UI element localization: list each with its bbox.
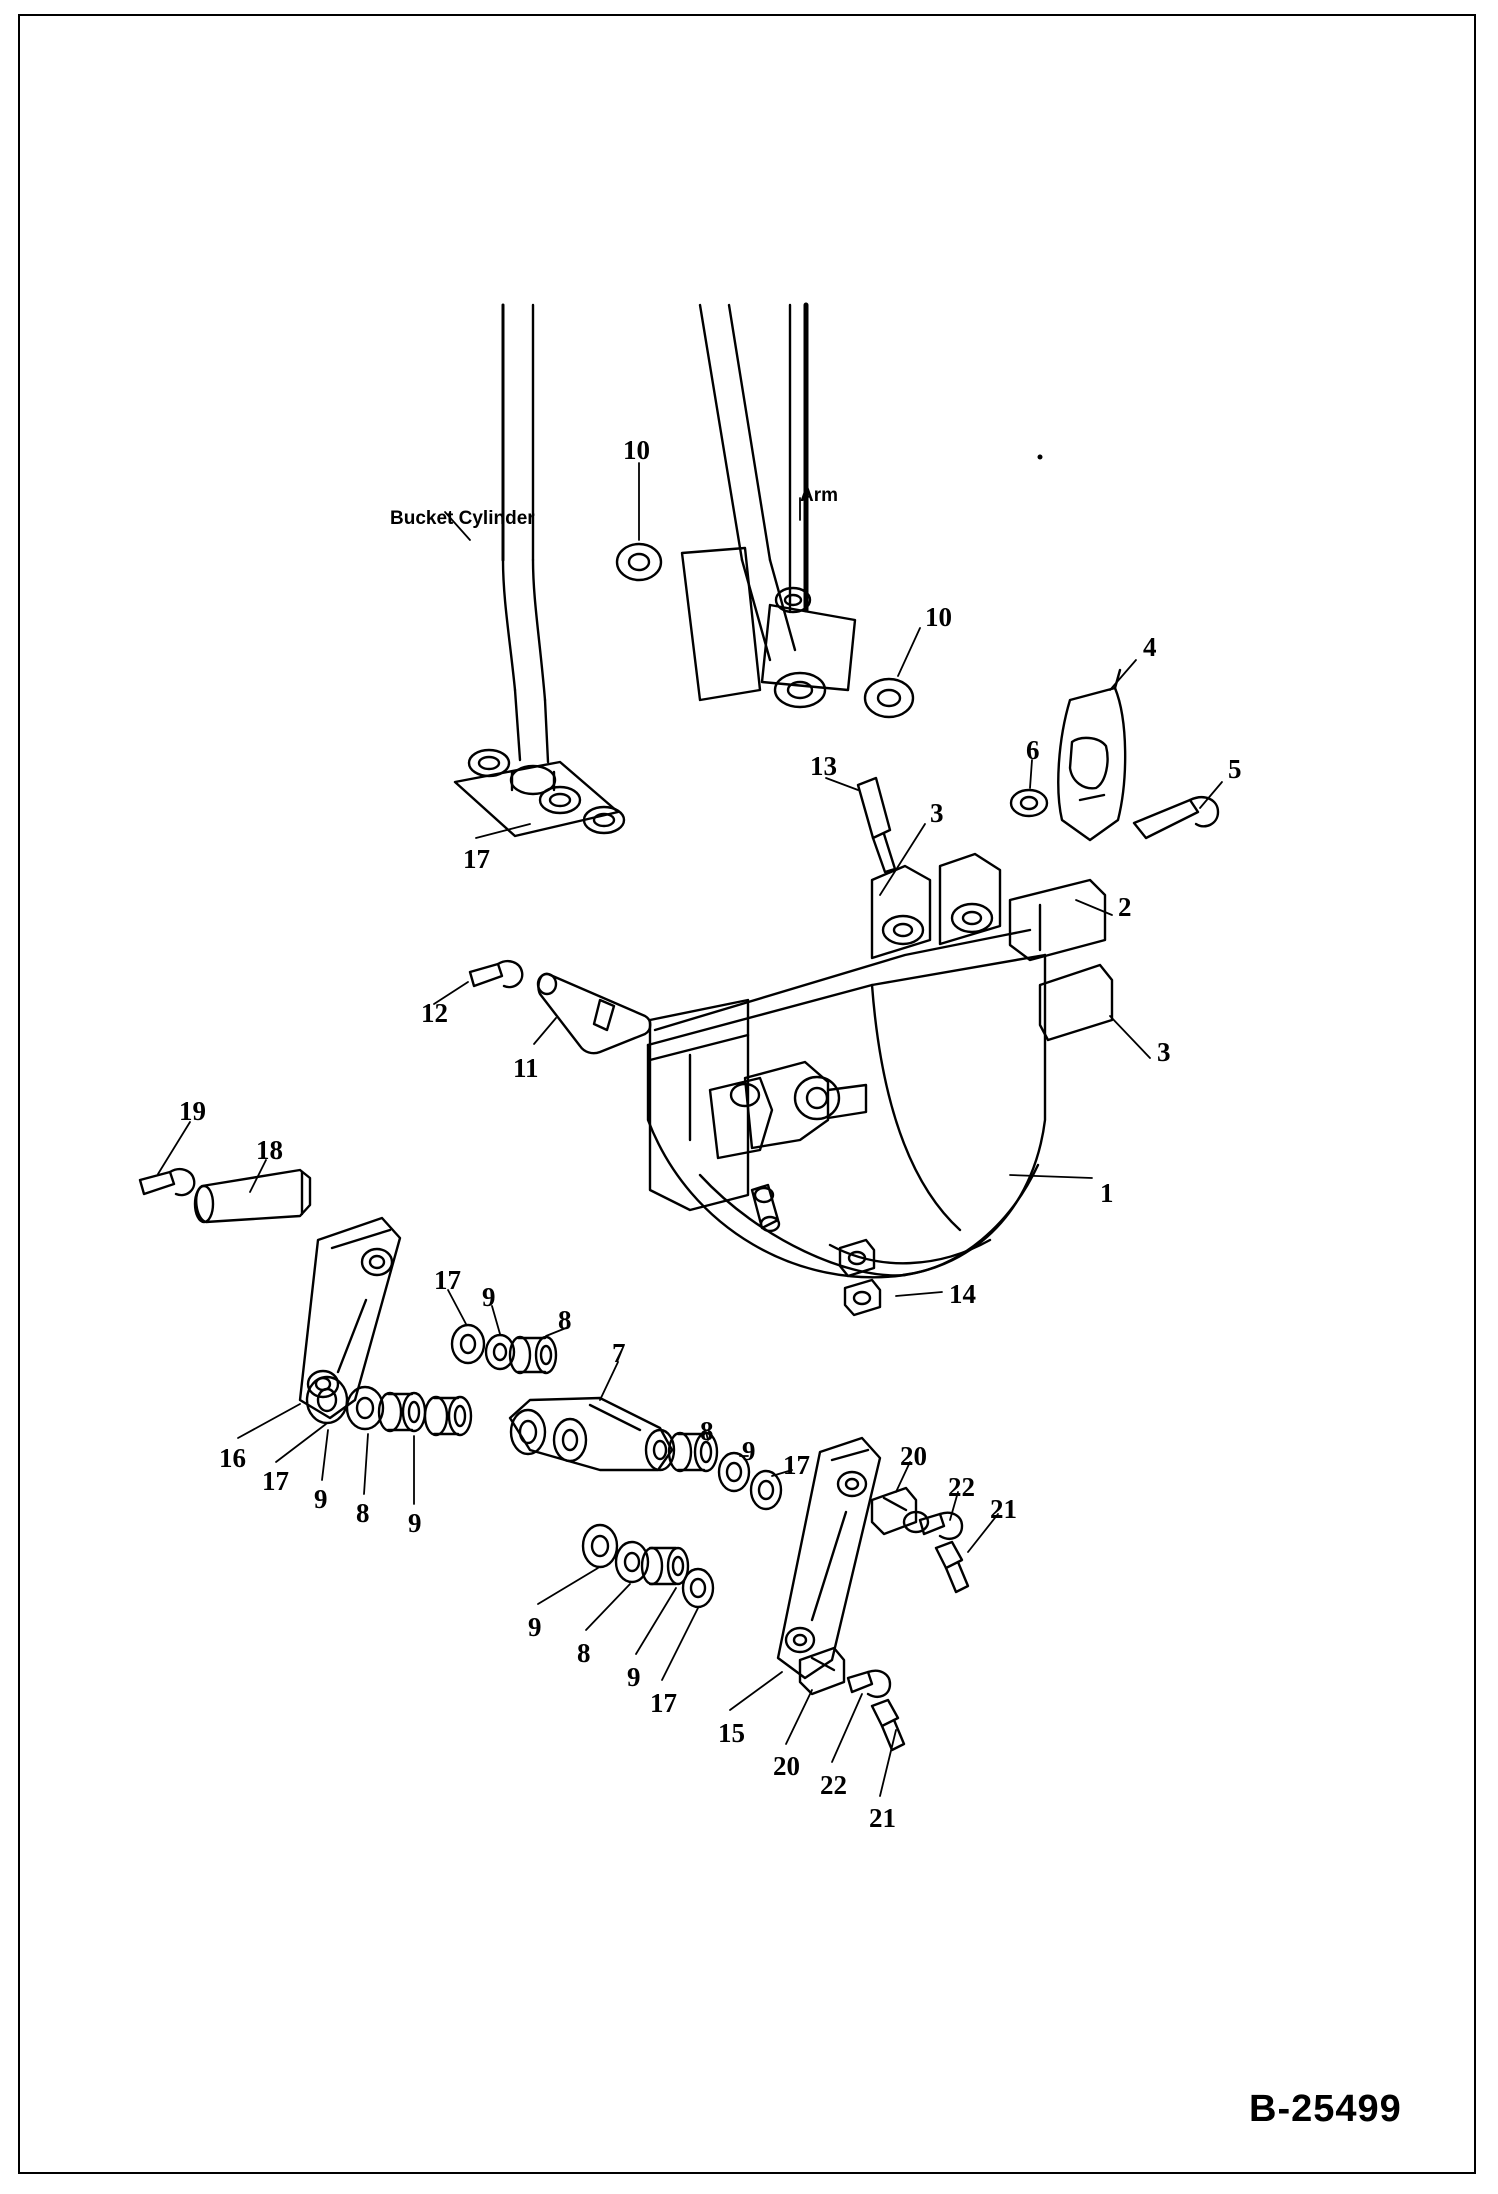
callout-16: 16 [219, 1443, 246, 1473]
bolt-19 [140, 1169, 194, 1195]
callout-8: 8 [356, 1498, 370, 1528]
callout-14: 14 [949, 1279, 976, 1309]
callout-17: 17 [650, 1688, 677, 1718]
callout-4: 4 [1143, 632, 1157, 662]
washer-cluster-lower [583, 1525, 713, 1607]
callout-21: 21 [869, 1803, 896, 1833]
link-7 [510, 1398, 674, 1470]
fastener-set-lower [800, 1648, 904, 1750]
drawing-number: B-25499 [1249, 2088, 1402, 2130]
label-arm: Arm [800, 485, 839, 506]
bolt-5 [1134, 797, 1218, 838]
callout-21: 21 [990, 1494, 1017, 1524]
callout-5: 5 [1228, 754, 1242, 784]
arm-assembly [617, 305, 913, 717]
callout-17: 17 [783, 1450, 810, 1480]
callout-8: 8 [700, 1416, 714, 1446]
callout-17: 17 [463, 844, 490, 874]
callout-9: 9 [314, 1484, 328, 1514]
label-bucket-cylinder: Bucket Cylinder [390, 508, 535, 529]
callout-8: 8 [577, 1638, 591, 1668]
callout-11: 11 [513, 1053, 539, 1083]
pin-18 [195, 1170, 310, 1222]
bolt-12 [470, 961, 522, 987]
callout-3: 3 [1157, 1037, 1171, 1067]
link-16 [300, 1218, 400, 1418]
callout-22: 22 [820, 1770, 847, 1800]
callout-9: 9 [482, 1282, 496, 1312]
lock-plate-4 [1058, 670, 1125, 840]
callout-3: 3 [930, 798, 944, 828]
nut-6 [1011, 790, 1047, 816]
fastener-set-upper [872, 1488, 968, 1592]
callout-2: 2 [1118, 892, 1132, 922]
callout-9: 9 [528, 1612, 542, 1642]
callout-17: 17 [434, 1265, 461, 1295]
callout-17: 17 [262, 1466, 289, 1496]
callout-10: 10 [623, 435, 650, 465]
callout-19: 19 [179, 1096, 206, 1126]
callout-20: 20 [773, 1751, 800, 1781]
callout-7: 7 [612, 1338, 626, 1368]
callout-12: 12 [421, 998, 448, 1028]
callout-1: 1 [1100, 1178, 1114, 1208]
callout-9: 9 [627, 1662, 641, 1692]
callout-15: 15 [718, 1718, 745, 1748]
callout-6: 6 [1026, 735, 1040, 765]
callout-13: 13 [810, 751, 837, 781]
washer-cluster-upper [452, 1325, 556, 1373]
callout-20: 20 [900, 1441, 927, 1471]
callout-22: 22 [948, 1472, 975, 1502]
bolt-13 [858, 778, 895, 872]
callout-18: 18 [256, 1135, 283, 1165]
bucket-cylinder-assembly [455, 305, 624, 836]
washer-cluster-right [669, 1433, 781, 1509]
pin-11 [538, 974, 650, 1053]
callout-10: 10 [925, 602, 952, 632]
callout-9: 9 [742, 1436, 756, 1466]
bucket-body [648, 854, 1112, 1277]
callout-9: 9 [408, 1508, 422, 1538]
callout-8: 8 [558, 1305, 572, 1335]
washer-bushing-cluster-left [307, 1377, 471, 1435]
